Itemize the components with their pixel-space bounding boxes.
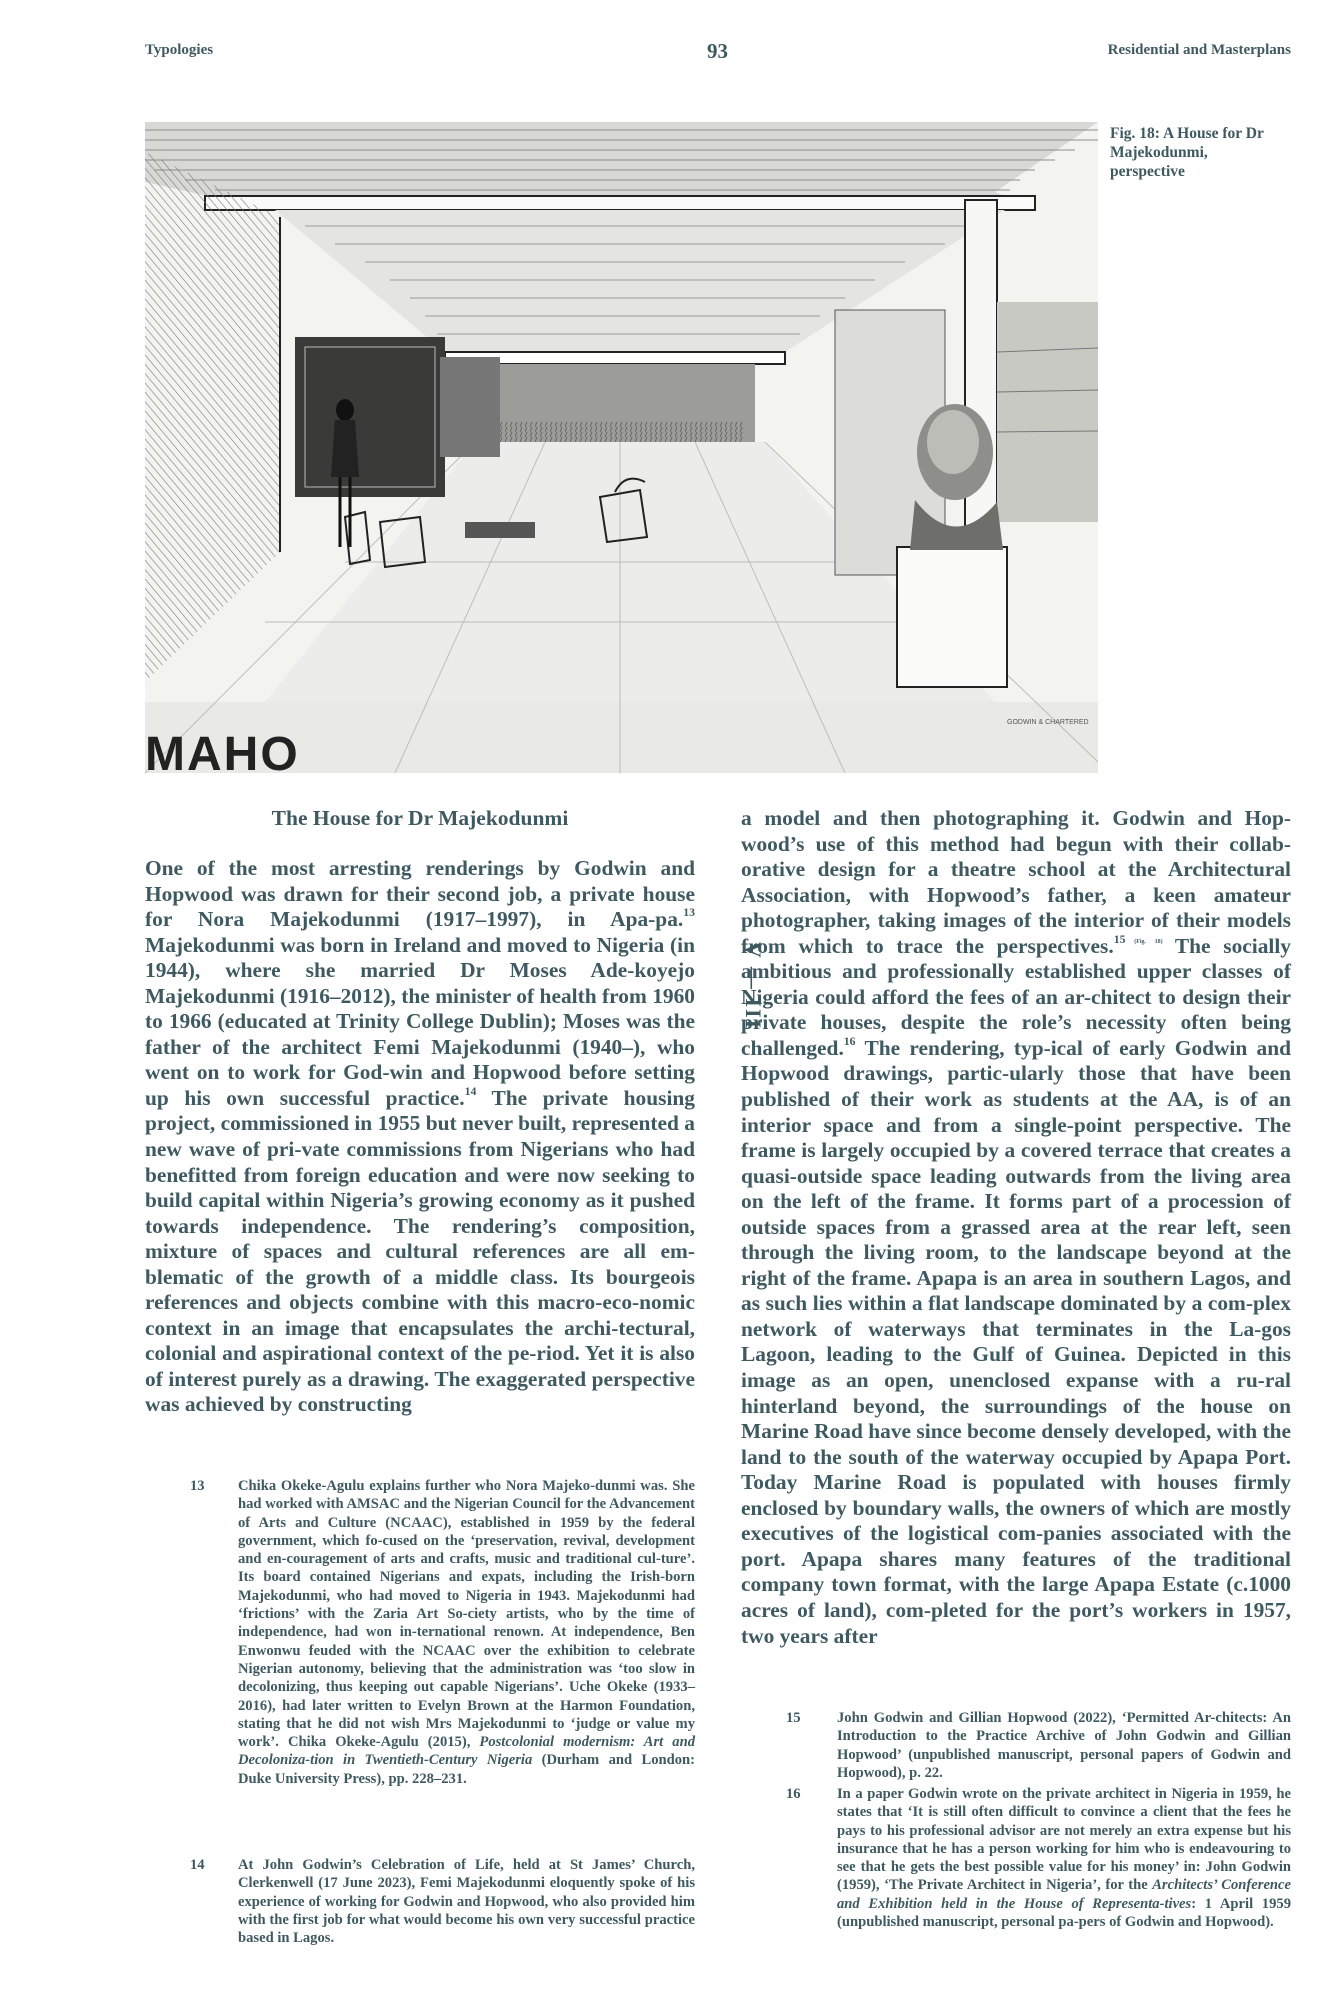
footnote-ref[interactable]: 16 <box>843 1035 856 1049</box>
section-title: The House for Dr Majekodunmi <box>271 806 569 830</box>
footnote-ref[interactable]: 14 <box>464 1085 477 1099</box>
body-column-left <box>145 856 695 1418</box>
footnote-text: At John Godwin’s Celebration of Life, held at St James’ Church, Clerkenwell (17 June 2023), Femi Majekodunmi eloquently spoke of his experience of working for Godwin and Hopwood, who also provided him with the first job for what would become his own very successful practice based in Lagos. <box>238 1857 695 1947</box>
figure-caption: Fig. 18: A House for Dr Majekodunmi, perspective <box>1110 125 1264 180</box>
footnote-number: 13 <box>190 1478 205 1494</box>
side-section-label: V — III <box>741 941 766 1031</box>
paragraph: One of the most arresting renderings by Godwin and Hopwood was drawn for their second job, a private house for Nora Majekodunmi (1917–1997), in Apa-pa.$^{13}$ Majekodunmi was born in Ireland and moved to Nigeria (in 1944), where she married Dr Moses Ade-koyejo Majekodunmi (1916–2012), the minister of health from 1960 to 1966 (educated at Trinity College Dublin); Moses was the father of the architect Femi Majekodunmi (1940–), who went on to work for God-win and Hopwood before setting up his own successful practice.$^{14}$ The private housing project, commissioned in 1955 but never built, represented a new wave of pri-vate commissions from Nigerians who had benefitted from foreign education and were now seeking to build capital within Nigeria’s growing economy as it pushed towards independence. The rendering’s composition, mixture of spaces and cultural references are all em-blematic of the growth of a middle class. Its bourgeois references and objects combine with this macro-eco-nomic context in an image that encapsulates the archi-tectural, colonial and aspirational context of the pe-riod. Yet it is also of interest purely as a drawing. The exaggerated perspective was achieved by constructing <box>145 856 695 1417</box>
page-number: 93 <box>707 39 728 63</box>
drawing-title-text: MAHO <box>145 728 300 773</box>
footnote-text: John Godwin and Gillian Hopwood (2022), ‘Permitted Ar-chitects: An Introduction to the Practice Archive of John Godwin and Gillian Hopwood’ (unpublished manuscript, personal papers of Godwin and Hopwood), p. 22. <box>837 1710 1291 1781</box>
footnote-14 <box>190 1856 695 1976</box>
footnote-number: 15 <box>786 1710 801 1726</box>
figure-ref[interactable]: (Fig. 18) <box>1125 938 1163 945</box>
footnote-number: 16 <box>786 1786 801 1802</box>
figure-perspective-drawing <box>145 122 1098 773</box>
footnote-text: Chika Okeke-Agulu explains further who Nora Majeko-dunmi was. She had worked with AMSAC and the Nigerian Council for the Advancement of Arts and Culture (NCAAC), established in 1959 by the federal government, which fo-cused on the ‘preservation, revival, development and en-couragement of arts and crafts, music and traditional cul-ture’. Its board contained Nigerians and expats, including the Irish-born Majekodunmi, who had moved to Nigeria in 1943. Majekodunmi had ‘frictions’ with the Zaria Art So-ciety artists, who by the time of independence, had won in-ternational renown. At independence, Ben Enwonwu feuded with the NCAAC over the exhibition to celebrate Nigerian autonomy, believing that the administration was ‘too slow in decolonizing, thus keeping out capable Nigerians’. Uche Okeke (1933–2016), had later written to Evelyn Brown at the Harmon Foundation, stating that he did not wish Mrs Majekodunmi to ‘judge or value my work’. Chika Okeke-Agulu (2015), Postcolonial modernism: Art and Decoloniza-tion in Twentieth-Century Nigeria (Durham and London: Duke University Press), pp. 228–231. <box>238 1478 695 1787</box>
footnote-ref[interactable]: 15 (Fig. 18) <box>1113 932 1163 946</box>
running-header-right: Residential and Masterplans <box>1107 42 1291 58</box>
paragraph: a model and then photographing it. Godwin and Hop-wood’s use of this method had begun with their collab-orative design for a theatre school at the Architectural Association, with Hopwood’s father, a keen amateur photographer, taking images of the interior of their models from which to trace the perspectives.$^{15 (Fig. 18)}$ The socially ambitious and professionally established upper classes of Nigeria could afford the fees of an ar-chitect to design their private houses, despite the role’s necessity often being challenged.$^{16}$ The rendering, typ-ical of early Godwin and Hopwood drawings, partic-ularly those that have been published of their work as students at the AA, is of an interior space and from a single-point perspective. The frame is largely occupied by a covered terrace that creates a quasi-outside space leading outwards from the living area on the left of the frame. It forms part of a procession of outside spaces from a grassed area at the rear left, seen through the living room, to the landscape beyond at the right of the frame. Apapa is an area in southern Lagos, and as such lies within a flat landscape dominated by a com-plex network of waterways that terminates in the La-gos Lagoon, leading to the Gulf of Guinea. Depicted in this image as an open, unenclosed expanse with a ru-ral hinterland beyond, the surroundings of the house on Marine Road have since become densely developed, with the land to the south of the waterway occupied by Apapa Port. Today Marine Road is populated with houses firmly enclosed by boundary walls, the owners of which are mostly executives of the logistical com-panies associated with the port. Apapa shares many features of the traditional company town format, with the large Apapa Estate (c.1000 acres of land), com-pleted for the port’s workers in 1957, two years after <box>741 806 1292 1648</box>
footnote-number: 14 <box>190 1857 205 1873</box>
running-header-left: Typologies <box>145 42 214 58</box>
footnote-ref[interactable]: 13 <box>683 906 695 920</box>
body-column-right <box>741 806 1291 1649</box>
footnote-16 <box>786 1785 1291 1985</box>
drawing-stamp-text: GODWIN & CHARTERED <box>1007 719 1089 726</box>
perspective-drawing <box>145 122 1098 773</box>
footnote-text: In a paper Godwin wrote on the private architect in Nigeria in 1959, he states that ‘It is still often difficult to convince a client that the fees he pays to his professional advisor are not merely an extra expense but his insurance that he has a person working for him who is endeavouring to see that he gets the best possible value for his money’ in: John Godwin (1959), ‘The Private Architect in Nigeria’, for the Architects’ Conference and Exhibition held in the House of Representa-tives: 1 April 1959 (unpublished manuscript, personal pa-pers of Godwin and Hopwood). <box>837 1786 1291 1931</box>
